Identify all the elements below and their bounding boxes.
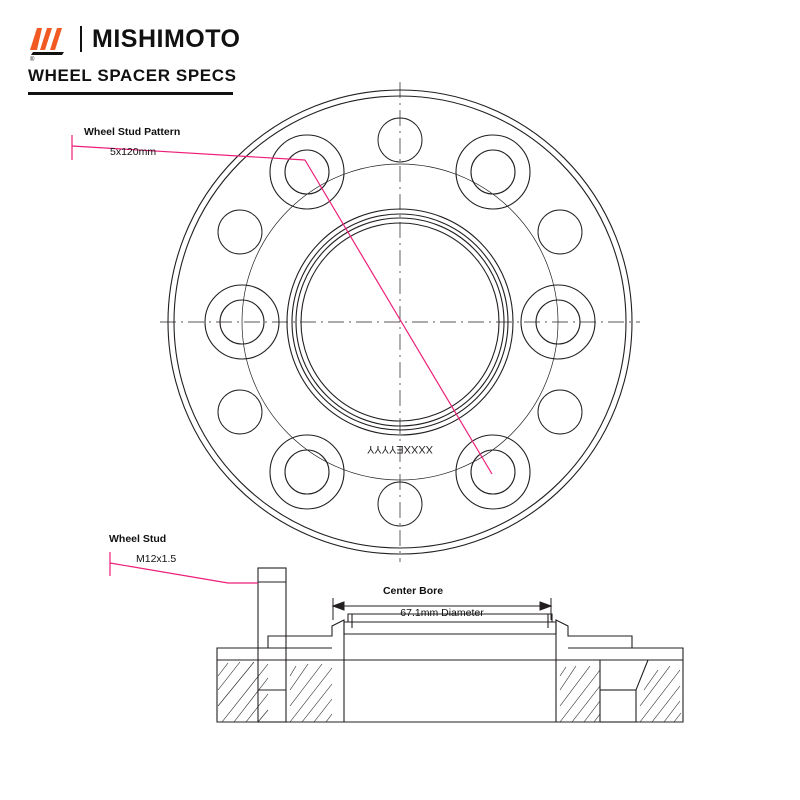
callout-wheel-stud-value: M12x1.5: [136, 553, 177, 565]
callout-center-bore-label: Center Bore: [382, 585, 444, 597]
engraving-text: XXXXEYYYY: [366, 443, 434, 455]
wheel-spacer-section-view: [217, 568, 683, 722]
callout-center-bore-value: 67.1mm Diameter: [400, 607, 484, 619]
callout-stud-pattern-label: Wheel Stud Pattern: [84, 126, 181, 138]
svg-text:®: ®: [30, 57, 35, 62]
page-title: WHEEL SPACER SPECS: [28, 66, 237, 85]
callout-stud-pattern-value: 5x120mm: [110, 146, 157, 158]
brand-name: MISHIMOTO: [92, 24, 241, 53]
callout-wheel-stud-label: Wheel Stud: [109, 533, 167, 545]
